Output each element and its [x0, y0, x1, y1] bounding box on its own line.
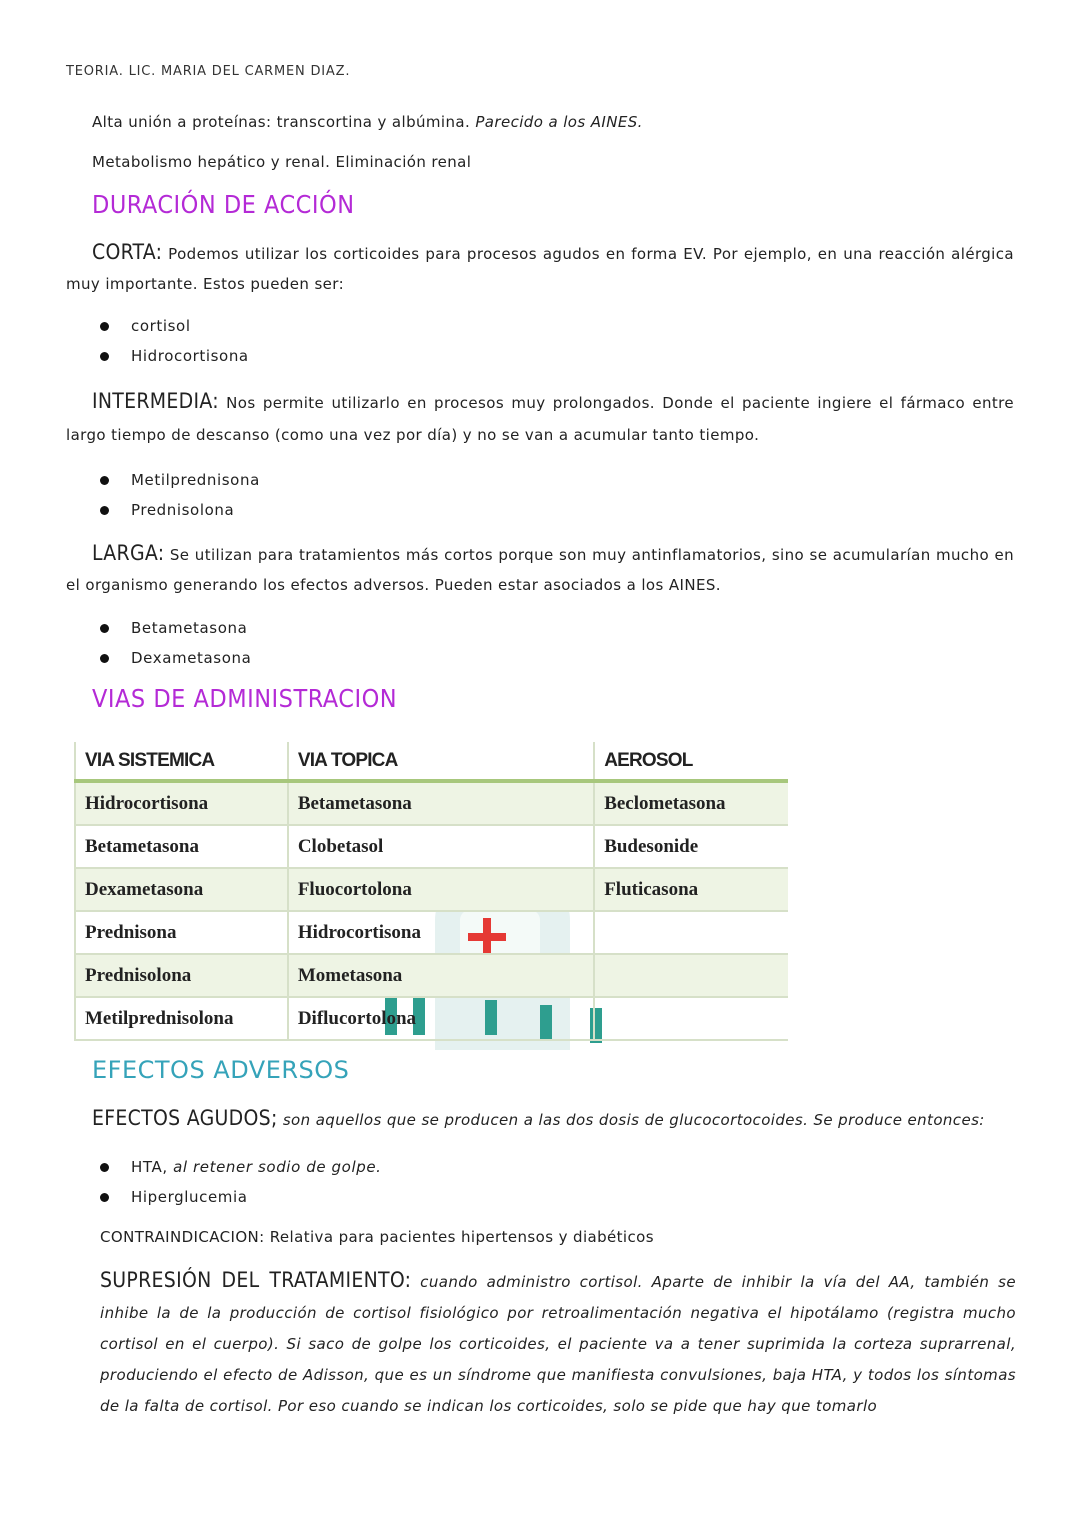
table-cell: Fluocortolona [288, 868, 594, 911]
bullet-icon [100, 654, 109, 663]
table-row [75, 911, 788, 954]
table-cell: Beclometasona [594, 781, 788, 825]
table-cell: Betametasona [288, 781, 594, 825]
text-efectos-agudos: son aquellos que se producen a las dos dosis de glucocortocoides. Se produce entonces: [282, 1111, 985, 1129]
list-item [100, 613, 247, 643]
paragraph-supresion [100, 1265, 1016, 1422]
list-item [100, 1152, 382, 1182]
section-title-efectos: EFECTOS ADVERSOS [92, 1056, 350, 1084]
intro-line-1-italic: Parecido a los AINES. [475, 113, 643, 131]
table-cell [594, 997, 788, 1040]
table-row [75, 997, 788, 1040]
table-row [75, 868, 788, 911]
bullet-icon [100, 322, 109, 331]
table-row [75, 825, 788, 868]
paragraph-larga [66, 538, 1014, 600]
list-item [100, 311, 191, 341]
list-item-text: Prednisolona [131, 501, 235, 519]
list-item [100, 1182, 248, 1212]
intro-line-1 [92, 107, 643, 137]
text-supresion: cuando administro cortisol. Aparte de inhibir la vía del AA, también se inhibe la de la producción de cortisol fisiológico por retroalimentación negativa el hipotálamo (registra mucho cortisol en el cuerpo). Si saco de golpe los corticoides, el paciente va a tener suprimida la corteza suprarrenal, produciendo el efecto de Adisson, que es un síndrome que manifiesta convulsiones, baja HTA, y todos los síntomas de la falta de cortisol. Por eso cuando se indican los corticoides, solo se pide que hay que tomarlo [100, 1273, 1016, 1415]
list-item [100, 495, 234, 525]
table-cell: Hidrocortisona [288, 911, 594, 954]
list-item-text: Hiperglucemia [131, 1188, 248, 1206]
section-title-vias: VIAS DE ADMINISTRACION [92, 684, 398, 713]
list-item [100, 465, 260, 495]
list-item [100, 341, 249, 371]
list-item-text: cortisol [131, 317, 191, 335]
table-row [75, 954, 788, 997]
list-item [100, 643, 251, 673]
text-corta: Podemos utilizar los corticoides para procesos agudos en forma EV. Por ejemplo, en una reacción alérgica muy importante. Estos pueden ser: [66, 245, 1014, 293]
label-larga: LARGA: [92, 541, 165, 565]
list-item-text: Betametasona [131, 619, 248, 637]
list-item-text: Hidrocortisona [131, 347, 249, 365]
paragraph-corta [66, 237, 1014, 299]
list-item-text: HTA, [131, 1158, 168, 1176]
page-header: TEORIA. LIC. MARIA DEL CARMEN DIAZ. [66, 64, 351, 79]
table-cell: Budesonide [594, 825, 788, 868]
text-larga: Se utilizan para tratamientos más cortos porque son muy antinflamatorios, sino se acumularían mucho en el organismo generando los efectos adversos. Pueden estar asociados a los AINES. [66, 546, 1015, 594]
table-cell: Prednisona [75, 911, 288, 954]
intro-line-2: Metabolismo hepático y renal. Eliminación renal [92, 153, 472, 171]
table-cell: Clobetasol [288, 825, 594, 868]
table-cell: Metilprednisolona [75, 997, 288, 1040]
column-header: VIA TOPICA [288, 742, 594, 781]
bullet-icon [100, 506, 109, 515]
table-cell: Fluticasona [594, 868, 788, 911]
column-header: VIA SISTEMICA [75, 742, 288, 781]
bullet-icon [100, 624, 109, 633]
label-intermedia: INTERMEDIA: [92, 389, 219, 413]
intro-line-1-text: Alta unión a proteínas: transcortina y albúmina. [92, 113, 471, 131]
table-cell: Betametasona [75, 825, 288, 868]
column-header: AEROSOL [594, 742, 788, 781]
vias-table-container [74, 742, 788, 1051]
list-item-text: Dexametasona [131, 649, 252, 667]
table-cell: Dexametasona [75, 868, 288, 911]
label-corta: CORTA: [92, 240, 163, 264]
paragraph-intermedia [66, 385, 1014, 451]
section-title-duracion: DURACIÓN DE ACCIÓN [92, 190, 355, 219]
list-item-text: Metilprednisona [131, 471, 260, 489]
table-cell: Prednisolona [75, 954, 288, 997]
contraindicacion: CONTRAINDICACION: Relativa para pacientes hipertensos y diabéticos [100, 1228, 654, 1246]
text-intermedia: Nos permite utilizarlo en procesos muy prolongados. Donde el paciente ingiere el fármaco entre largo tiempo de descanso (como una vez por día) y no se van a acumular tanto tiempo. [66, 394, 1014, 444]
table-row [75, 781, 788, 825]
label-supresion: SUPRESIÓN DEL TRATAMIENTO: [100, 1268, 412, 1292]
table-cell [594, 911, 788, 954]
table-cell: Diflucortolona [288, 997, 594, 1040]
list-item-text-italic: al retener sodio de golpe. [173, 1158, 382, 1176]
paragraph-efectos-agudos [92, 1103, 1022, 1135]
bullet-icon [100, 476, 109, 485]
table-cell [594, 954, 788, 997]
vias-table [74, 742, 788, 1041]
table-header-row [75, 742, 788, 781]
bullet-icon [100, 1163, 109, 1172]
bullet-icon [100, 352, 109, 361]
table-cell: Mometasona [288, 954, 594, 997]
table-cell: Hidrocortisona [75, 781, 288, 825]
bullet-icon [100, 1193, 109, 1202]
label-efectos-agudos: EFECTOS AGUDOS; [92, 1106, 278, 1130]
